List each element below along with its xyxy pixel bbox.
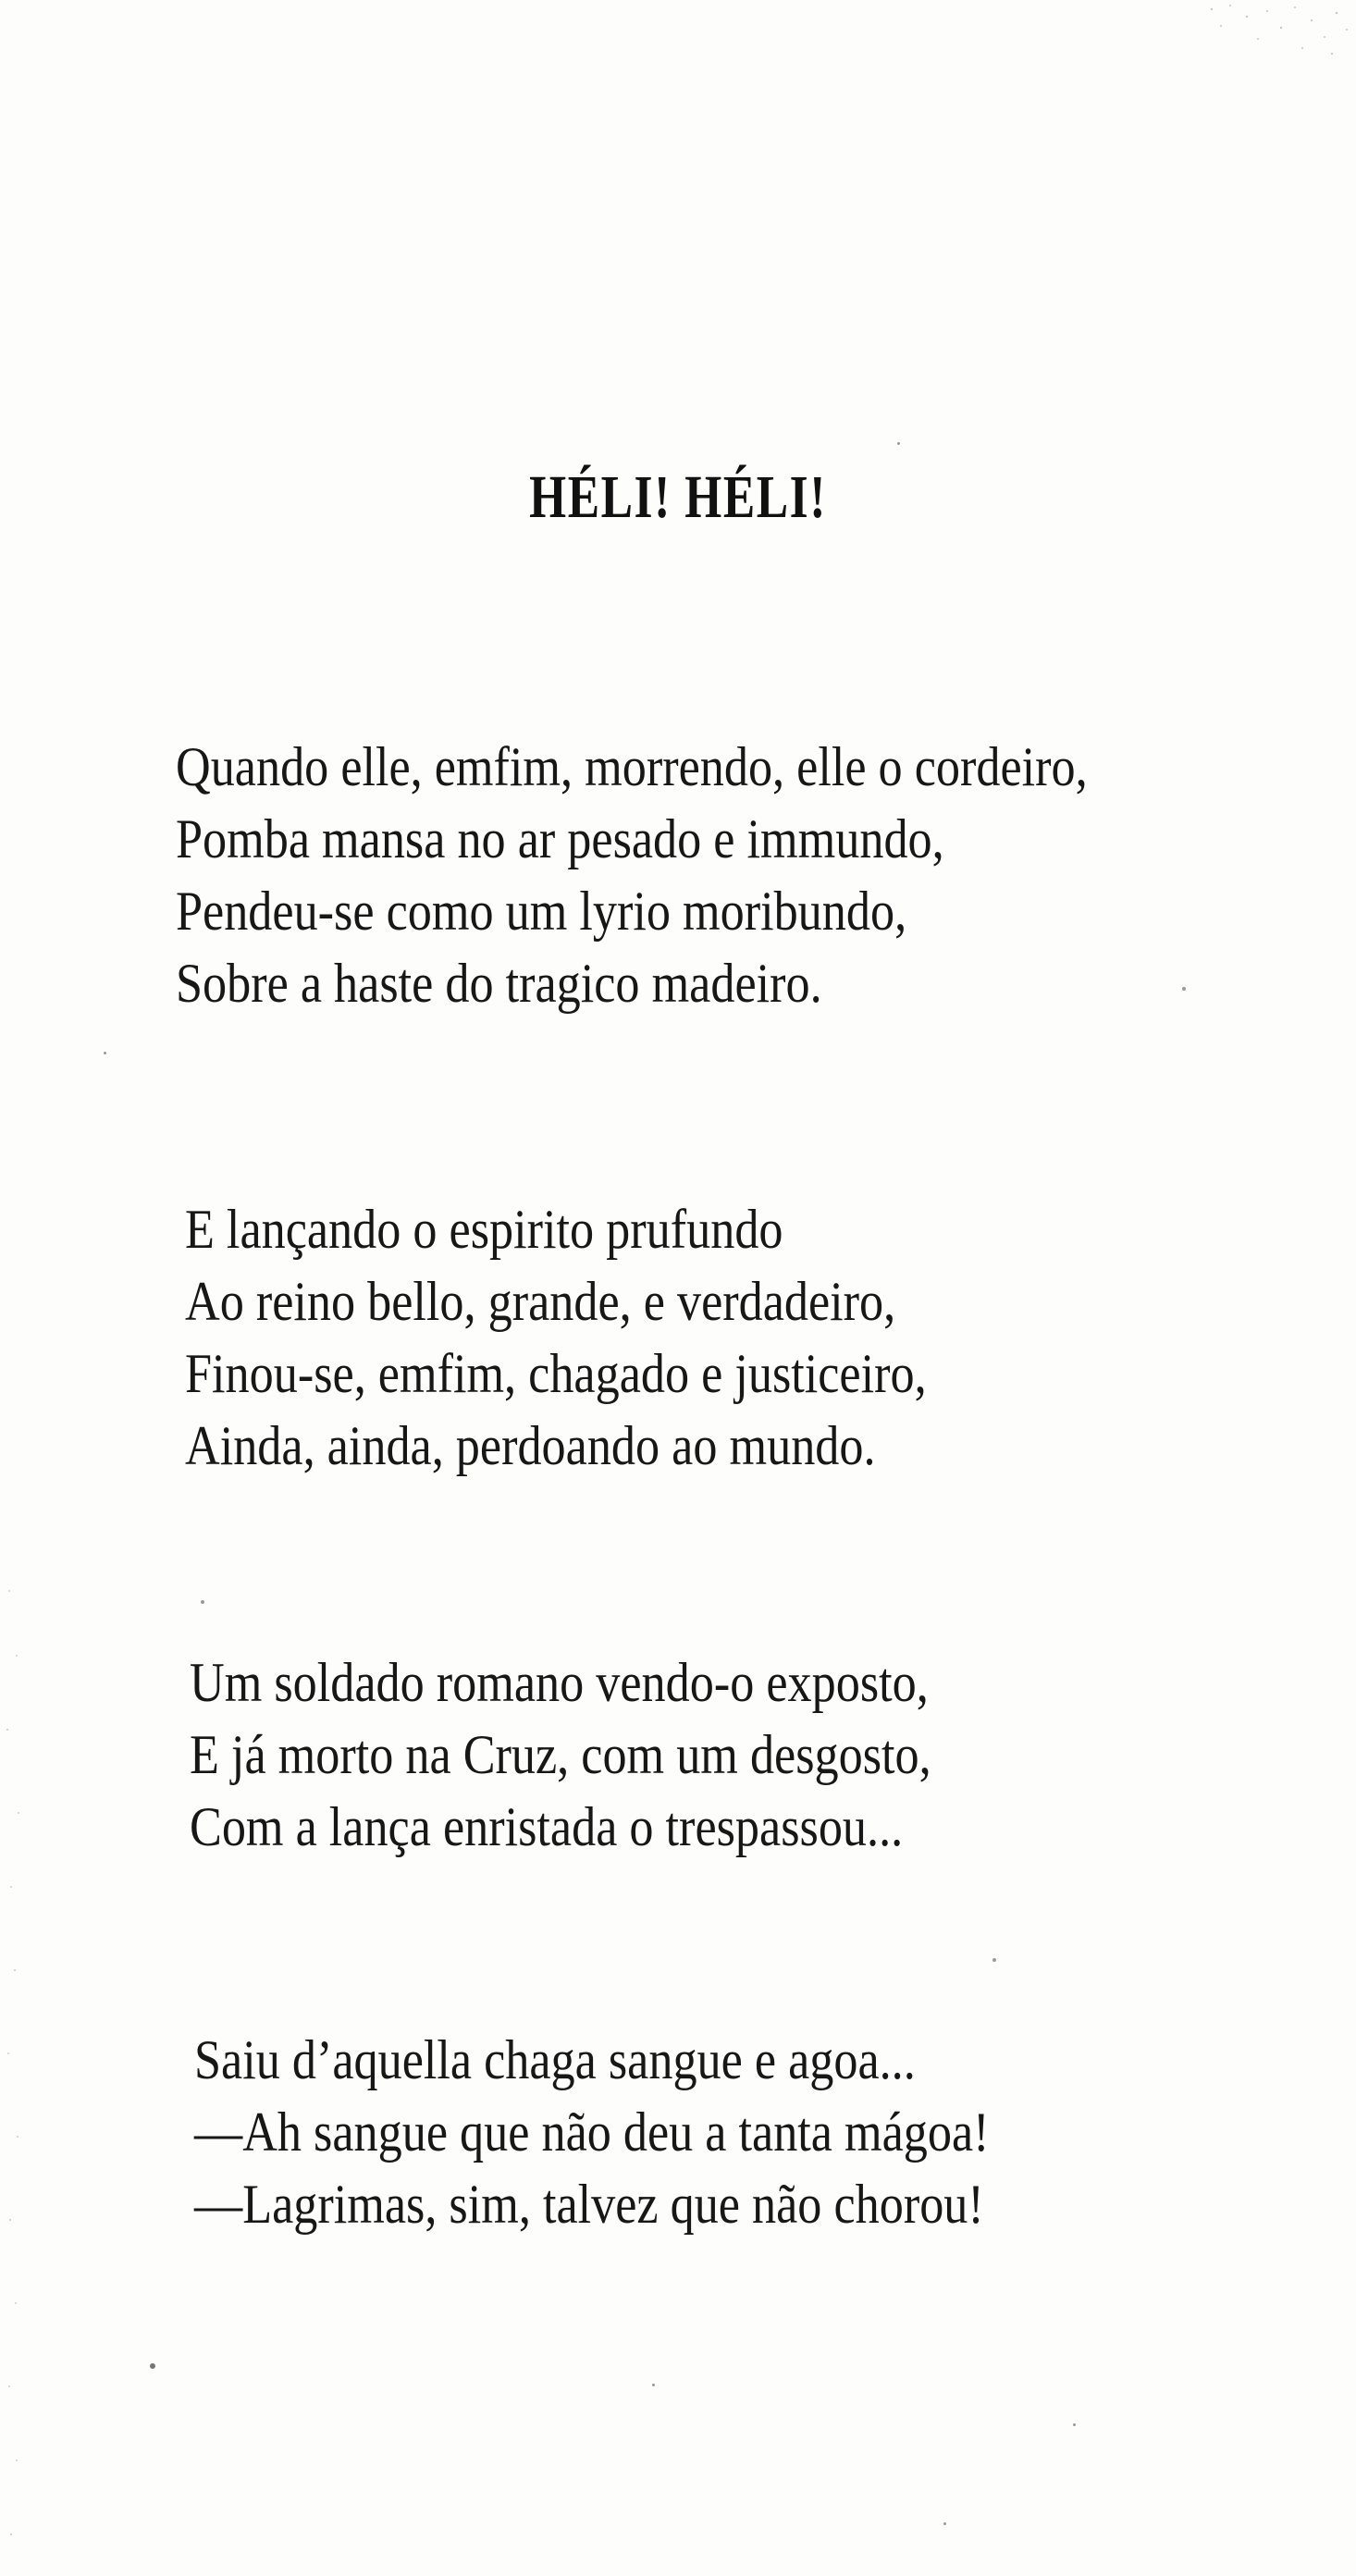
- paper-speck: [897, 442, 900, 445]
- verse-line: Pendeu-se como um lyrio moribundo,: [176, 881, 907, 942]
- verse-line: Quando elle, emfim, morrendo, elle o cordeiro,: [176, 736, 1088, 797]
- paper-speck: [652, 2384, 655, 2386]
- verse-line: Finou-se, emfim, chagado e justiceiro,: [185, 1343, 927, 1404]
- verse-line: E já morto na Cruz, com um desgosto,: [190, 1724, 931, 1785]
- scan-edge-noise: [0, 1572, 28, 2571]
- stanza: [185, 1193, 1037, 1482]
- stanza: [176, 731, 1224, 1019]
- verse-line: Um soldado romano vendo-o exposto,: [190, 1652, 929, 1713]
- verse-line: Ainda, ainda, perdoando ao mundo.: [185, 1415, 876, 1476]
- poem-title: HÉLI! HÉLI!: [529, 463, 827, 531]
- paper-speck: [201, 1600, 204, 1604]
- paper-speck: [1073, 2423, 1076, 2426]
- paper-speck: [943, 2522, 946, 2525]
- stanza: [190, 1646, 1042, 1863]
- verse-line: E lançando o espirito prufundo: [185, 1199, 783, 1260]
- paper-speck: [150, 2363, 155, 2369]
- verse-line: —Lagrimas, sim, talvez que não chorou!: [194, 2174, 984, 2235]
- paper-speck: [104, 1052, 106, 1054]
- verse-line: Ao reino bello, grande, e verdadeiro,: [185, 1271, 896, 1332]
- verse-line: Com a lança enristada o trespassou...: [190, 1796, 904, 1857]
- paper-speck: [992, 1958, 996, 1962]
- stanza: [194, 2024, 1108, 2240]
- verse-line: —Ah sangue que não deu a tanta mágoa!: [194, 2101, 990, 2163]
- scan-edge-noise: [1193, 0, 1356, 65]
- paper-speck: [1182, 987, 1186, 991]
- verse-line: Saiu d’aquella chaga sangue e agoa...: [194, 2029, 916, 2090]
- verse-line: Pomba mansa no ar pesado e immundo,: [176, 808, 944, 869]
- verse-line: Sobre a haste do tragico madeiro.: [176, 953, 822, 1014]
